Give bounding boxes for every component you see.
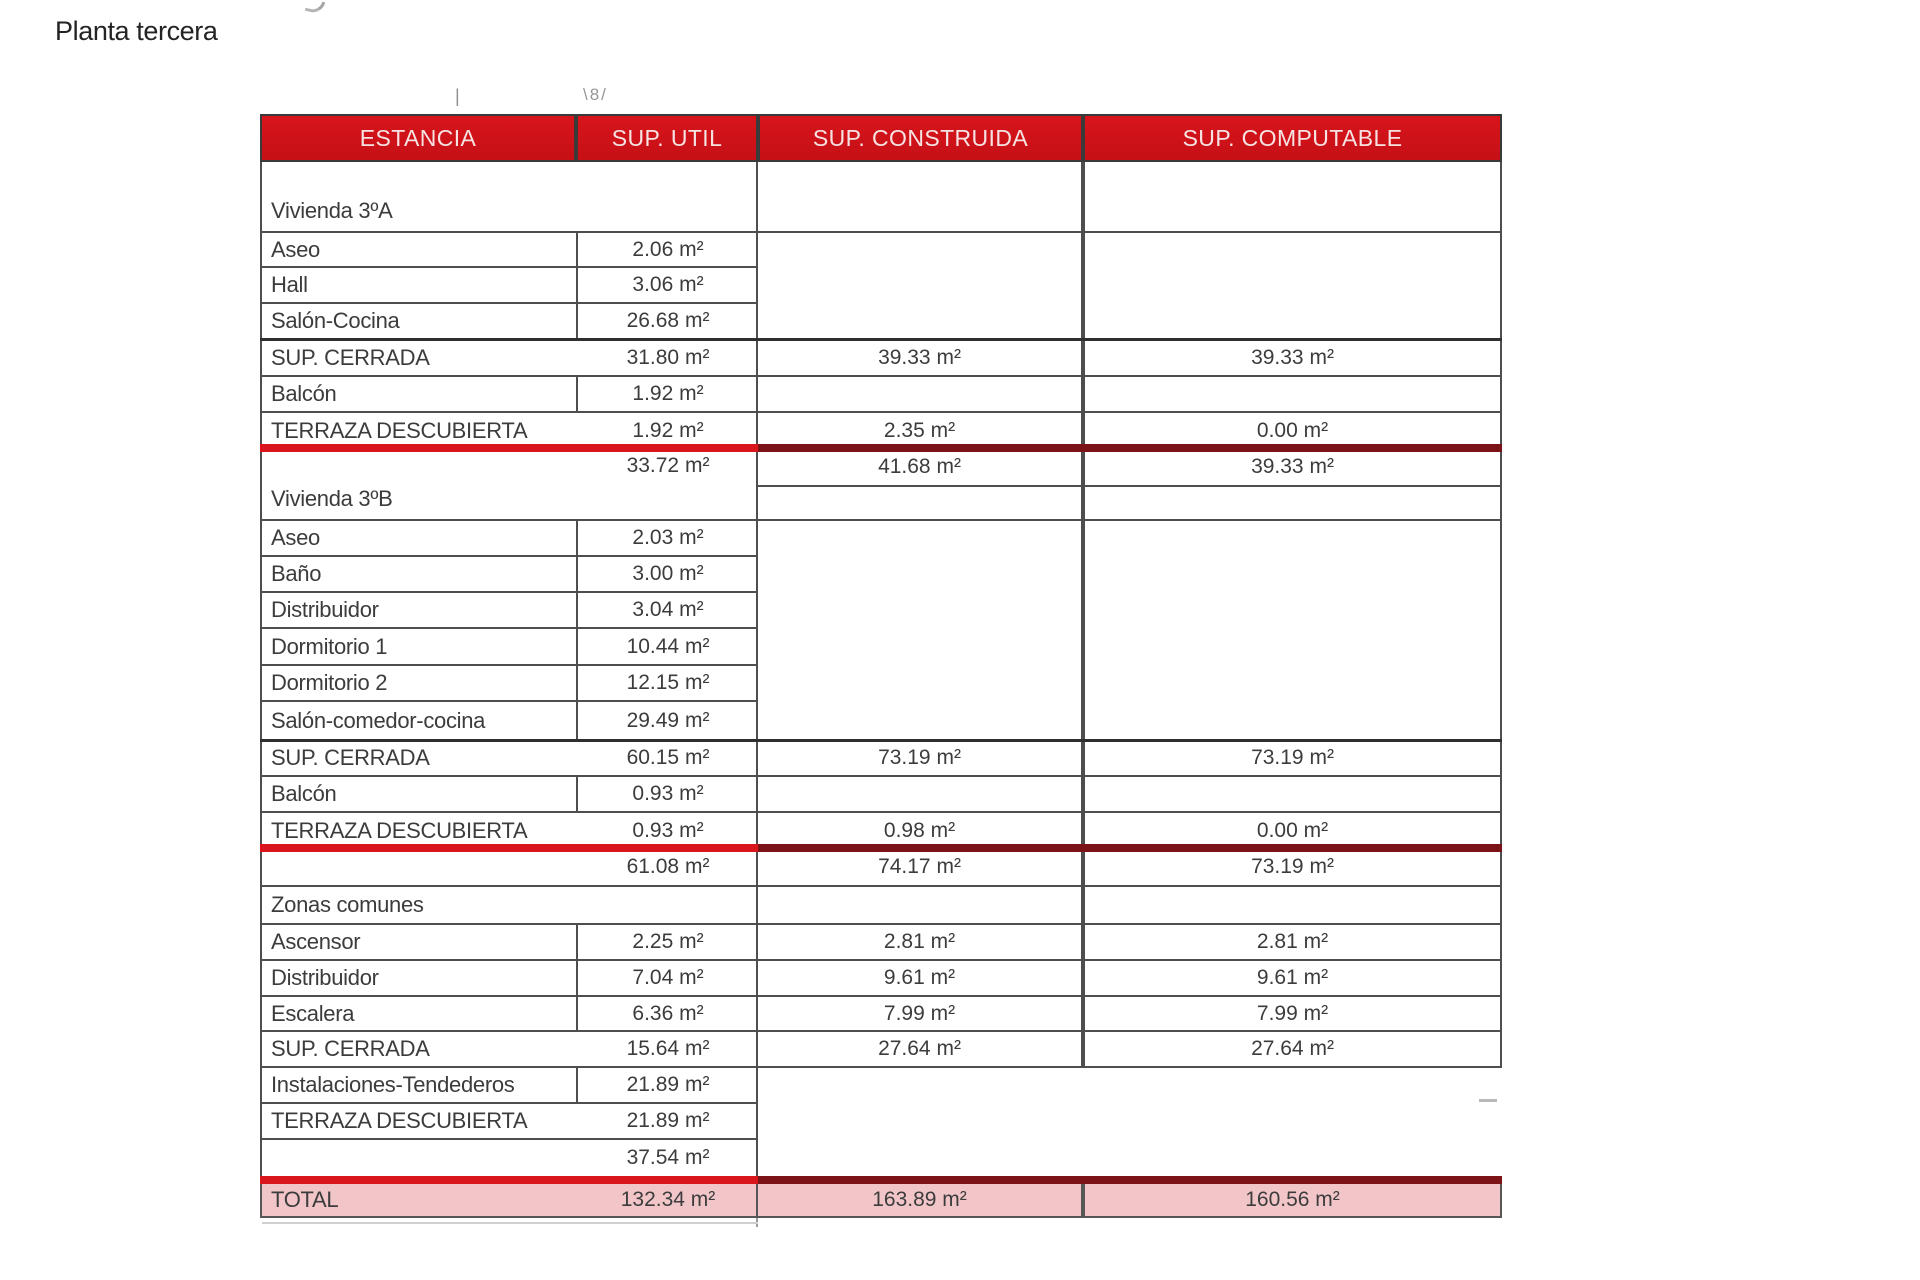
sup-computable-cell: 39.33 m² xyxy=(1083,340,1502,377)
table-cell xyxy=(758,377,1083,413)
sup-construida-cell: 39.33 m² xyxy=(758,340,1083,377)
row-label: Hall xyxy=(271,272,308,297)
row-label: SUP. CERRADA xyxy=(271,344,430,370)
table-cell xyxy=(758,162,1083,233)
sup-computable-cell: 2.81 m² xyxy=(1083,925,1502,961)
total-computable-cell: 160.56 m² xyxy=(1083,1183,1502,1218)
table-row xyxy=(260,887,758,925)
sup-util-value: 3.00 m² xyxy=(632,562,704,585)
table-cell xyxy=(1083,777,1502,813)
scan-artifact-mark xyxy=(305,0,326,15)
table-row xyxy=(260,925,758,961)
table-row xyxy=(260,304,758,340)
subtotal-util-value: 37.54 m² xyxy=(626,1146,710,1169)
sup-util-value: 15.64 m² xyxy=(626,1037,710,1060)
sup-construida-cell: 41.68 m² xyxy=(758,449,1083,487)
table-row xyxy=(260,1068,758,1104)
sup-construida-cell: 2.81 m² xyxy=(758,925,1083,961)
total-row-left xyxy=(260,1183,758,1218)
table-cell xyxy=(758,887,1083,925)
row-label: TERRAZA DESCUBIERTA xyxy=(271,818,528,843)
table-cell xyxy=(758,487,1083,521)
sup-util-value: 0.93 m² xyxy=(632,819,704,842)
red-separator-line xyxy=(260,444,1502,452)
table-row xyxy=(260,702,758,741)
table-row xyxy=(260,593,758,629)
sup-util-value: 21.89 m² xyxy=(626,1073,710,1096)
table-cell xyxy=(758,777,1083,813)
sup-util-value: 1.92 m² xyxy=(632,382,704,405)
table-row xyxy=(260,1032,758,1068)
row-label: Zonas comunes xyxy=(271,892,424,917)
table-row xyxy=(260,777,758,813)
sup-construida-cell: 7.99 m² xyxy=(758,997,1083,1032)
table-cell xyxy=(1083,487,1502,521)
table-cell xyxy=(1083,162,1502,233)
sup-util-value: 2.06 m² xyxy=(632,237,704,261)
row-label: Aseo xyxy=(271,525,320,550)
row-label: Baño xyxy=(271,561,322,586)
header-estancia: ESTANCIA xyxy=(260,114,576,162)
scan-artifact-shadow xyxy=(262,1222,758,1224)
sup-util-value: 3.04 m² xyxy=(632,598,704,621)
sup-construida-cell: 27.64 m² xyxy=(758,1032,1083,1068)
row-label: Distribuidor xyxy=(271,597,379,622)
row-label: TERRAZA DESCUBIERTA xyxy=(271,418,528,443)
total-row-top-border xyxy=(260,1176,1502,1184)
sup-util-value: 3.06 m² xyxy=(632,273,704,296)
red-separator-line xyxy=(260,844,1502,852)
sup-util-value: 6.36 m² xyxy=(632,1001,704,1025)
table-row xyxy=(260,666,758,702)
table-border-line xyxy=(260,739,1502,742)
sup-util-value: 0.93 m² xyxy=(632,782,704,805)
sup-construida-cell: 9.61 m² xyxy=(758,961,1083,997)
header-sup-construida: SUP. CONSTRUIDA xyxy=(758,114,1083,162)
table-row xyxy=(260,268,758,304)
table-cell xyxy=(1083,233,1502,340)
sup-computable-cell: 7.99 m² xyxy=(1083,997,1502,1032)
scan-artifact-tick: | xyxy=(455,86,460,106)
row-label: SUP. CERRADA xyxy=(271,1036,430,1061)
table-row xyxy=(260,557,758,593)
subtotal-util-value: 33.72 m² xyxy=(626,454,710,477)
surface-areas-table xyxy=(260,114,1502,1226)
table-row xyxy=(260,377,758,413)
sup-util-value: 7.04 m² xyxy=(632,966,704,989)
table-row xyxy=(260,1104,758,1140)
sup-computable-cell: 27.64 m² xyxy=(1083,1032,1502,1068)
sup-util-value: 10.44 m² xyxy=(626,634,710,658)
sup-util-value: 12.15 m² xyxy=(626,671,710,694)
table-row xyxy=(260,162,758,233)
page-title: Planta tercera xyxy=(55,16,218,46)
sup-computable-cell: 9.61 m² xyxy=(1083,961,1502,997)
row-label: Vivienda 3ºA xyxy=(271,198,393,223)
row-label: Vivienda 3ºB xyxy=(271,486,393,511)
table-row xyxy=(260,629,758,666)
table-cell xyxy=(758,521,1083,741)
sup-construida-cell: 73.19 m² xyxy=(758,741,1083,777)
sup-util-value: 29.49 m² xyxy=(626,708,710,732)
table-cell xyxy=(1083,887,1502,925)
row-label: TERRAZA DESCUBIERTA xyxy=(271,1108,528,1133)
table-border-line xyxy=(260,338,1502,341)
total-construida-cell: 163.89 m² xyxy=(758,1183,1083,1218)
row-label: Distribuidor xyxy=(271,965,379,990)
table-row xyxy=(260,340,758,377)
sup-construida-cell: 0.98 m² xyxy=(758,813,1083,849)
scan-artifact-scribble: \8/ xyxy=(583,85,608,104)
sup-util-value: 2.25 m² xyxy=(632,930,704,953)
total-label: TOTAL xyxy=(271,1186,339,1212)
sup-util-value: 26.68 m² xyxy=(626,309,710,332)
table-row xyxy=(260,233,758,268)
total-util-value: 132.34 m² xyxy=(620,1187,716,1211)
row-label: Salón-Cocina xyxy=(271,308,400,333)
row-label: Instalaciones-Tendederos xyxy=(271,1072,515,1097)
row-label: Aseo xyxy=(271,236,320,262)
sup-util-value: 60.15 m² xyxy=(626,746,710,769)
sup-util-value: 21.89 m² xyxy=(626,1109,710,1132)
row-label: Salón-comedor-cocina xyxy=(271,707,486,733)
row-label: Ascensor xyxy=(271,929,361,954)
row-label: Balcón xyxy=(271,381,337,406)
table-row xyxy=(260,521,758,557)
sup-util-value: 31.80 m² xyxy=(626,345,710,369)
table-row xyxy=(260,849,758,887)
subtotal-util-value: 61.08 m² xyxy=(626,855,710,878)
header-sup-util: SUP. UTIL xyxy=(576,114,758,162)
sup-construida-cell: 2.35 m² xyxy=(758,413,1083,449)
sup-computable-cell: 73.19 m² xyxy=(1083,849,1502,887)
table-cell xyxy=(1083,521,1502,741)
table-row xyxy=(260,997,758,1032)
sup-computable-cell: 0.00 m² xyxy=(1083,813,1502,849)
sup-util-value: 2.03 m² xyxy=(632,526,704,549)
table-cell xyxy=(758,233,1083,340)
table-row xyxy=(260,1140,758,1176)
row-label: SUP. CERRADA xyxy=(271,745,430,770)
table-cell xyxy=(1083,377,1502,413)
row-label: Balcón xyxy=(271,781,337,806)
sup-computable-cell: 73.19 m² xyxy=(1083,741,1502,777)
row-label: Dormitorio 2 xyxy=(271,670,388,695)
sup-construida-cell: 74.17 m² xyxy=(758,849,1083,887)
sup-computable-cell: 39.33 m² xyxy=(1083,449,1502,487)
header-sup-computable: SUP. COMPUTABLE xyxy=(1083,114,1502,162)
sup-computable-cell: 0.00 m² xyxy=(1083,413,1502,449)
sup-util-value: 1.92 m² xyxy=(632,419,704,442)
table-row xyxy=(260,449,758,521)
table-row xyxy=(260,961,758,997)
row-label: Dormitorio 1 xyxy=(271,633,388,659)
row-label: Escalera xyxy=(271,1000,355,1026)
table-row xyxy=(260,741,758,777)
